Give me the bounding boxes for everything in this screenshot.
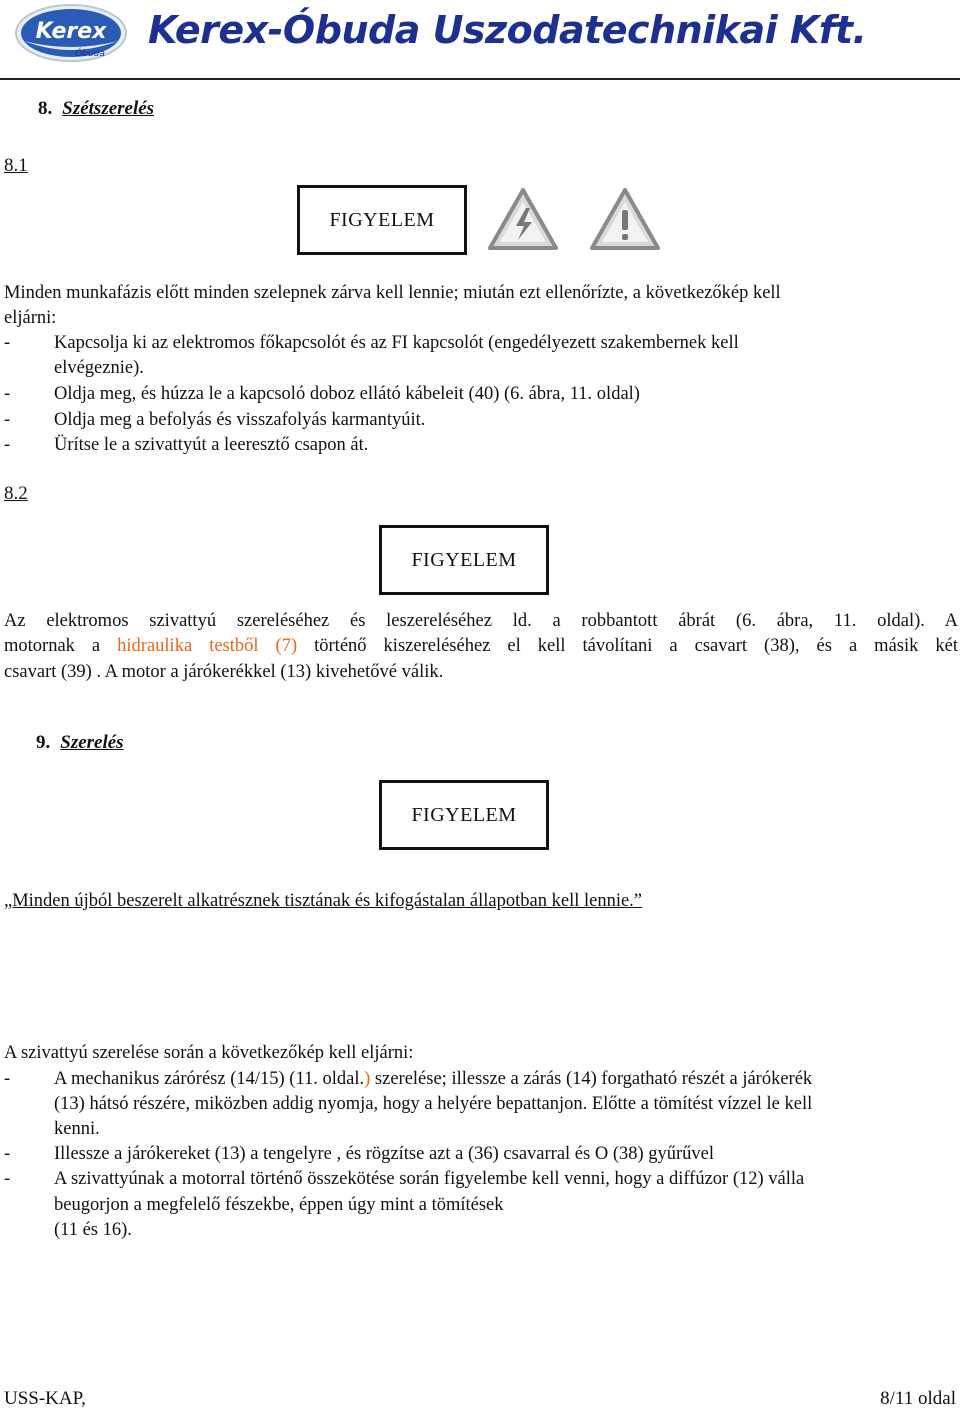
para-8-2-text-a: motornak a	[4, 636, 118, 656]
warning-box-2	[379, 525, 549, 595]
para-8-2-line-3: csavart (39) . A motor a járókerékkel (13) kivehetővé válik.	[4, 662, 444, 682]
para-8-2-text-c: történő kiszereléséhez el kell távolítani a csavart (38), és a másik két	[297, 636, 958, 656]
list-dash: -	[4, 384, 11, 404]
company-name: Kerex-Óbuda Uszodatechnikai Kft.	[148, 8, 867, 52]
step-8-1-line-1: Kapcsolja ki az elektromos főkapcsolót és az FI kapcsolót (engedélyezett szakembernek kell	[54, 333, 739, 353]
list-dash: -	[4, 410, 11, 430]
warning-box-1-label: FIGYELEM	[329, 208, 435, 231]
para-8-2-line-1: Az elektromos szivattyú szereléséhez és leszereléséhez ld. a robbantott ábrát (6. ábra, 11. oldal). A	[4, 611, 958, 631]
step-9-1-text-c: szerelése; illessze a zárás (14) forgatható részét a járókerék	[370, 1069, 813, 1089]
list-item	[0, 381, 960, 407]
list-item	[0, 330, 960, 356]
step-9-3-line-3: (11 és 16).	[54, 1220, 132, 1240]
section-8-title: Szétszerelés	[62, 98, 155, 119]
electric-hazard-icon	[486, 186, 560, 252]
reassembly-quote: „Minden újból beszerelt alkatrésznek tisztának és kifogástalan állapotban kell lennie.”	[4, 891, 643, 911]
kerex-logo	[14, 3, 128, 63]
step-9-3-line-1: A szivattyúnak a motorral történő összekötése során figyelembe kell venni, hogy a diffúzor (12) válla	[54, 1169, 805, 1189]
step-9-1-line-1	[54, 1066, 812, 1092]
warning-box-1	[297, 185, 467, 255]
step-9-1-paren: )	[364, 1069, 371, 1089]
list-item	[0, 407, 960, 433]
intro-line-2: eljárni:	[4, 308, 57, 328]
reassembly-intro: A szivattyú szerelése során a következőkép kell eljárni:	[4, 1043, 414, 1063]
section-8-number: 8.	[38, 98, 53, 119]
list-item	[0, 1066, 960, 1092]
warning-box-3-label: FIGYELEM	[411, 803, 517, 826]
step-9-3-line-2: beugorjon a megfelelő fészekbe, éppen úgy mint a tömítések	[54, 1195, 504, 1215]
step-8-2: Oldja meg, és húzza le a kapcsoló doboz ellátó kábeleit (40) (6. ábra, 11. oldal)	[54, 384, 640, 404]
step-8-1-line-2: elvégeznie).	[54, 358, 144, 378]
list-dash: -	[4, 333, 11, 353]
footer-doc-code: USS-KAP,	[4, 1388, 86, 1409]
header-divider	[0, 78, 960, 80]
list-dash: -	[4, 1169, 11, 1189]
intro-line-1: Minden munkafázis előtt minden szelepnek zárva kell lennie; miután ezt ellenőrízte, a következőkép kell	[4, 283, 781, 303]
list-dash: -	[4, 1144, 11, 1164]
list-item	[0, 1141, 960, 1167]
subsection-8-2: 8.2	[4, 483, 28, 504]
section-9-heading	[36, 732, 124, 754]
section-9-title: Szerelés	[60, 732, 124, 753]
step-8-4: Ürítse le a szivattyút a leeresztő csapon át.	[54, 435, 369, 455]
step-9-2: Illessze a járókereket (13) a tengelyre , és rögzítse azt a (36) csavarral és O (38) gyűrűvel	[54, 1144, 715, 1164]
step-9-1-line-2: (13) hátsó részére, miközben addig nyomja, hogy a helyére bepattanjon. Előtte a tömítést vízzel le kell	[54, 1094, 813, 1114]
svg-text:Óbuda: Óbuda	[75, 49, 105, 59]
list-item	[0, 432, 960, 458]
step-9-1-line-3: kenni.	[54, 1119, 100, 1139]
step-9-1-text-a: A mechanikus zárórész (14/15) (11. oldal.	[54, 1069, 365, 1089]
list-dash: -	[4, 435, 11, 455]
section-9-number: 9.	[36, 732, 51, 753]
footer-page-number: 8/11 oldal	[880, 1388, 956, 1409]
list-item	[0, 1166, 960, 1192]
para-8-2-line-2	[4, 633, 958, 659]
warning-box-3	[379, 780, 549, 850]
step-8-3: Oldja meg a befolyás és visszafolyás karmantyúit.	[54, 410, 426, 430]
warning-box-2-label: FIGYELEM	[411, 548, 517, 571]
svg-text:Kerex: Kerex	[35, 19, 107, 44]
list-dash: -	[4, 1069, 11, 1089]
general-warning-icon	[588, 186, 662, 252]
section-8-heading	[38, 98, 154, 120]
subsection-8-1: 8.1	[4, 155, 28, 176]
hydraulic-body-ref: hidraulika testből (7)	[117, 636, 298, 656]
